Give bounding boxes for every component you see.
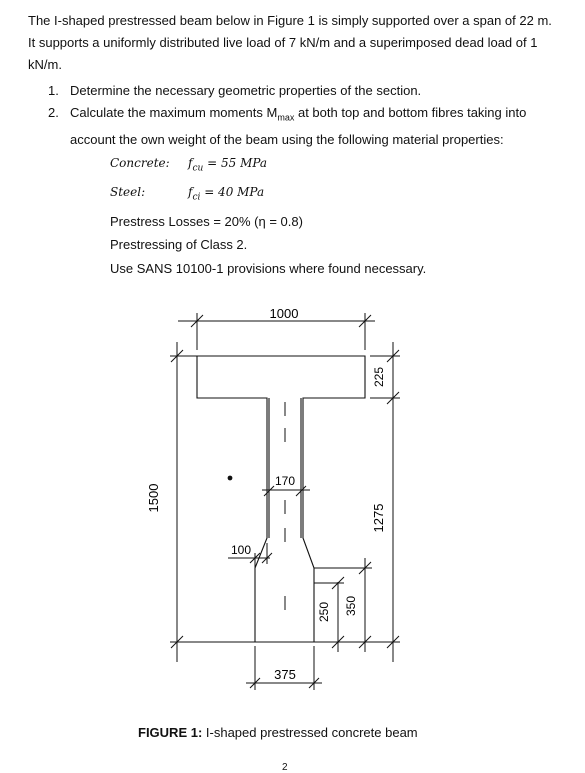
material-value: $f_{ci} = 40$ MPa (188, 184, 265, 203)
caption-text: I-shaped prestressed concrete beam (202, 725, 418, 740)
caption-label: FIGURE 1: (138, 725, 203, 740)
dim-label-taper: 100 (230, 543, 252, 557)
dim-label-total-height: 1500 (146, 483, 161, 513)
dim-label-web-height: 1275 (371, 503, 386, 533)
dim-label-bottom-flange: 250 (317, 601, 331, 623)
material-label: Steel: (110, 184, 146, 199)
note-code: Use SANS 10100-1 provisions where found necessary. (110, 260, 427, 276)
task-subscript: max (277, 112, 295, 123)
dim-total-height (170, 342, 255, 662)
figure-caption (138, 725, 418, 740)
task-text-b: at both top and bottom fibres taking into account the own weight of the beam using the following material properties: (70, 105, 527, 147)
centroid-dot (228, 476, 233, 481)
problem-intro: The I-shaped prestressed beam below in Figure 1 is simply supported over a span of 22 m. It supports a uniformly distributed live load of 7 kN/m and a superimposed dead load of 1 kN/m. (28, 13, 552, 72)
beam-section-outline (197, 356, 365, 642)
task-text-a: Calculate the maximum moments M (70, 105, 278, 120)
task-number: 1. (48, 83, 59, 98)
note-losses: Prestress Losses = 20% (η = 0.8) (110, 213, 303, 229)
note-class: Prestressing of Class 2. (110, 237, 248, 253)
dim-label-bottom-width: 375 (274, 667, 296, 682)
page-number: 2 (282, 762, 288, 773)
dim-label-web-width: 170 (274, 474, 296, 488)
material-value: $f_{cu} = 55$ MPa (188, 156, 268, 174)
task-number: 2. (48, 105, 59, 120)
task-text: Determine the necessary geometric properties of the section. (70, 83, 422, 98)
material-label: Concrete: (110, 156, 170, 170)
dim-label-top-width: 1000 (269, 306, 299, 321)
dim-label-flange-depth: 225 (372, 366, 386, 388)
dim-label-bottom-total: 350 (344, 595, 358, 617)
